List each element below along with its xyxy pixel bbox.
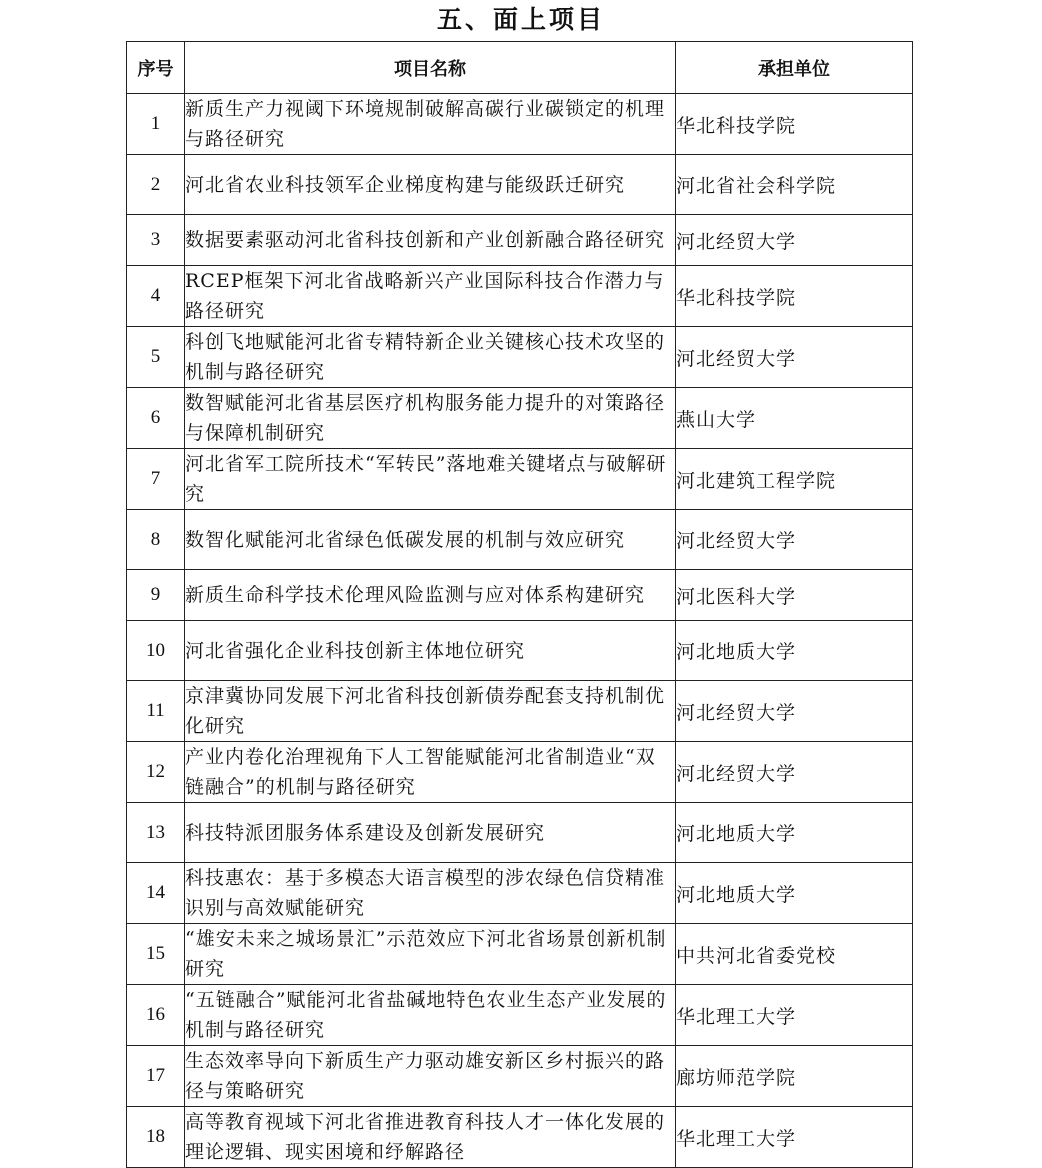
project-name: 科创飞地赋能河北省专精特新企业关键核心技术攻坚的机制与路径研究	[185, 327, 676, 388]
row-number: 13	[127, 803, 185, 863]
undertaking-unit: 河北地质大学	[676, 803, 913, 863]
project-name: 生态效率导向下新质生产力驱动雄安新区乡村振兴的路径与策略研究	[185, 1046, 676, 1107]
row-number: 4	[127, 266, 185, 327]
row-number: 6	[127, 388, 185, 449]
table-row	[127, 924, 913, 985]
table-row	[127, 742, 913, 803]
project-name: 数智赋能河北省基层医疗机构服务能力提升的对策路径与保障机制研究	[185, 388, 676, 449]
undertaking-unit: 廊坊师范学院	[676, 1046, 913, 1107]
page-title: 五、面上项目	[436, 5, 605, 34]
row-number: 1	[127, 94, 185, 155]
row-number: 10	[127, 621, 185, 681]
project-name: RCEP框架下河北省战略新兴产业国际科技合作潜力与路径研究	[185, 266, 676, 327]
row-number: 12	[127, 742, 185, 803]
project-name: 河北省军工院所技术“军转民”落地难关键堵点与破解研究	[185, 449, 676, 510]
undertaking-unit: 河北经贸大学	[676, 327, 913, 388]
undertaking-unit: 河北省社会科学院	[676, 155, 913, 215]
undertaking-unit: 华北理工大学	[676, 1107, 913, 1168]
row-number: 18	[127, 1107, 185, 1168]
project-name: 数据要素驱动河北省科技创新和产业创新融合路径研究	[185, 215, 676, 266]
row-number: 17	[127, 1046, 185, 1107]
undertaking-unit: 河北经贸大学	[676, 215, 913, 266]
table-row	[127, 449, 913, 510]
project-name: 新质生产力视阈下环境规制破解高碳行业碳锁定的机理与路径研究	[185, 94, 676, 155]
project-name: 新质生命科学技术伦理风险监测与应对体系构建研究	[185, 570, 676, 621]
header-serial-number: 序号	[127, 42, 185, 94]
row-number: 16	[127, 985, 185, 1046]
undertaking-unit: 河北经贸大学	[676, 681, 913, 742]
table-row	[127, 388, 913, 449]
undertaking-unit: 河北经贸大学	[676, 742, 913, 803]
project-name: “雄安未来之城场景汇”示范效应下河北省场景创新机制研究	[185, 924, 676, 985]
undertaking-unit: 河北地质大学	[676, 621, 913, 681]
row-number: 3	[127, 215, 185, 266]
table-row	[127, 985, 913, 1046]
projects-table	[126, 41, 913, 1168]
row-number: 7	[127, 449, 185, 510]
table-row	[127, 803, 913, 863]
row-number: 5	[127, 327, 185, 388]
table-row	[127, 215, 913, 266]
undertaking-unit: 华北科技学院	[676, 94, 913, 155]
table-row	[127, 327, 913, 388]
row-number: 2	[127, 155, 185, 215]
undertaking-unit: 河北地质大学	[676, 863, 913, 924]
row-number: 11	[127, 681, 185, 742]
table-row	[127, 510, 913, 570]
project-name: 科技特派团服务体系建设及创新发展研究	[185, 803, 676, 863]
row-number: 8	[127, 510, 185, 570]
project-name: 产业内卷化治理视角下人工智能赋能河北省制造业“双链融合”的机制与路径研究	[185, 742, 676, 803]
table-row	[127, 570, 913, 621]
project-name: 河北省强化企业科技创新主体地位研究	[185, 621, 676, 681]
row-number: 15	[127, 924, 185, 985]
table-row	[127, 1107, 913, 1168]
undertaking-unit: 华北理工大学	[676, 985, 913, 1046]
table-row	[127, 266, 913, 327]
undertaking-unit: 河北经贸大学	[676, 510, 913, 570]
project-name: 京津冀协同发展下河北省科技创新债券配套支持机制优化研究	[185, 681, 676, 742]
undertaking-unit: 华北科技学院	[676, 266, 913, 327]
table-row	[127, 1046, 913, 1107]
table-row	[127, 681, 913, 742]
undertaking-unit: 河北医科大学	[676, 570, 913, 621]
undertaking-unit: 河北建筑工程学院	[676, 449, 913, 510]
project-name: 河北省农业科技领军企业梯度构建与能级跃迁研究	[185, 155, 676, 215]
header-project-name: 项目名称	[185, 42, 676, 94]
table-row	[127, 155, 913, 215]
undertaking-unit: 中共河北省委党校	[676, 924, 913, 985]
table-header-row	[127, 42, 913, 94]
row-number: 14	[127, 863, 185, 924]
table-row	[127, 863, 913, 924]
project-name: 数智化赋能河北省绿色低碳发展的机制与效应研究	[185, 510, 676, 570]
header-undertaking-unit: 承担单位	[676, 42, 913, 94]
row-number: 9	[127, 570, 185, 621]
table-row	[127, 621, 913, 681]
undertaking-unit: 燕山大学	[676, 388, 913, 449]
project-name: “五链融合”赋能河北省盐碱地特色农业生态产业发展的机制与路径研究	[185, 985, 676, 1046]
table-row	[127, 94, 913, 155]
project-name: 科技惠农：基于多模态大语言模型的涉农绿色信贷精准识别与高效赋能研究	[185, 863, 676, 924]
project-name: 高等教育视域下河北省推进教育科技人才一体化发展的理论逻辑、现实困境和纾解路径	[185, 1107, 676, 1168]
